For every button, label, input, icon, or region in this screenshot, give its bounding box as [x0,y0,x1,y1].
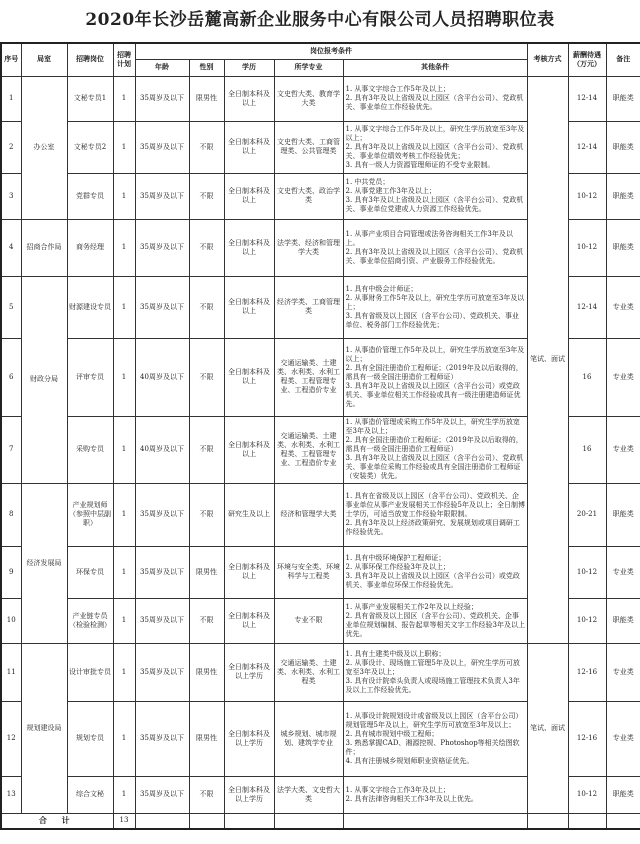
gender-cell: 限男性 [189,76,224,121]
position-cell: 文秘专员1 [67,76,113,121]
salary-cell: 12-14 [568,76,606,121]
seq-cell: 9 [1,546,21,598]
recruitment-table [0,42,640,830]
header-gender: 性别 [189,59,224,76]
major-cell: 交通运输类、土建类、水利类、水利工程类、工程管理专业、工程造价专业 [274,338,343,416]
gender-cell: 不限 [189,776,224,813]
table-body [1,76,640,829]
exam-method-cell: 笔试、面试 [527,643,568,813]
other-conditions-cell: 1. 具有中级环境保护工程师证； 2. 从事环保工作经验3年及以上； 3. 具有3年及以上省级及以上园区（含平台公司）或党政机关、事业单位环保工作经验优先。 [343,546,527,598]
empty-cell [189,813,224,829]
total-label: 合 计 [1,813,113,829]
major-cell: 法学类、经济和管理学大类 [274,219,343,276]
note-cell: 专业类 [606,416,640,483]
seq-cell: 12 [1,701,21,776]
age-cell: 35周岁及以下 [135,776,189,813]
gender-cell: 不限 [189,483,224,546]
major-cell: 文史哲大类、工商管理类、公共管理类 [274,121,343,173]
age-cell: 40周岁及以下 [135,416,189,483]
position-cell: 评审专员 [67,338,113,416]
table-row [1,76,640,121]
major-cell: 文史哲大类、政治学类 [274,173,343,219]
position-cell: 环保专员 [67,546,113,598]
other-conditions-cell: 1. 中共党员； 2. 从事党建工作3年及以上； 3. 具有3年及以上省级及以上园区（含平台公司）、党政机关、事业单位党建或人力资源工作经验优先。 [343,173,527,219]
department-cell: 财政分局 [21,276,67,483]
note-cell: 职能类 [606,76,640,121]
position-cell: 党群专员 [67,173,113,219]
age-cell: 40周岁及以下 [135,338,189,416]
other-conditions-cell: 1. 具有在省级及以上园区（含平台公司）、党政机关、企事业单位从事产业发展相关工作经验5年及以上；全日制博士学历，可适当放宽工作经验年限限制。 2. 具有3年及以上经济政策研究、发展规划或项目调研工作经验优先。 [343,483,527,546]
age-cell: 35周岁及以下 [135,121,189,173]
other-conditions-cell: 1. 从事设计院规划设计或省级及以上园区（含平台公司）规划管理5年及以上，研究生学历可放宽至3年及以上； 2. 具有城市规划中级工程师； 3. 熟悉掌握CAD、湘源控规、Photoshop等相关绘图软件； 4. 具有注册城乡规划师职业资格证优先。 [343,701,527,776]
seq-cell: 13 [1,776,21,813]
empty-cell [343,813,527,829]
position-cell: 设计审批专员 [67,643,113,701]
age-cell: 35周岁及以下 [135,483,189,546]
education-cell: 全日制本科及以上 [224,546,274,598]
empty-cell [135,813,189,829]
major-cell: 交通运输类、土建类、水利类、水利工程类、工程管理专业、工程造价专业 [274,416,343,483]
header-row [1,43,640,59]
empty-cell [224,813,274,829]
plan-cell: 1 [113,173,135,219]
note-cell: 职能类 [606,121,640,173]
gender-cell: 限男性 [189,701,224,776]
position-cell: 商务经理 [67,219,113,276]
total-row [1,813,640,829]
age-cell: 35周岁及以下 [135,701,189,776]
other-conditions-cell: 1. 具有中级会计师证； 2. 从事财务工作5年及以上，研究生学历可放宽至3年及以上； 3. 具有省级及以上园区（含平台公司）、党政机关、事业单位、税务部门工作经验优先； [343,276,527,338]
other-conditions-cell: 1. 从事文字综合工作5年及以上； 2. 具有3年及以上省级及以上园区（含平台公司）、党政机关、事业单位工作经验优先。 [343,76,527,121]
age-cell: 35周岁及以下 [135,546,189,598]
plan-cell: 1 [113,338,135,416]
empty-cell [527,813,568,829]
plan-cell: 1 [113,643,135,701]
age-cell: 35周岁及以下 [135,173,189,219]
education-cell: 全日制本科及以上学历 [224,701,274,776]
header-major: 所学专业 [274,59,343,76]
age-cell: 35周岁及以下 [135,219,189,276]
position-cell: 产业链专员（检验检测） [67,598,113,643]
header-other: 其他条件 [343,59,527,76]
note-cell: 职能类 [606,776,640,813]
education-cell: 研究生及以上 [224,483,274,546]
seq-cell: 3 [1,173,21,219]
note-cell: 专业类 [606,546,640,598]
plan-cell: 1 [113,776,135,813]
seq-cell: 4 [1,219,21,276]
plan-cell: 1 [113,701,135,776]
salary-cell: 20-21 [568,483,606,546]
salary-cell: 10-12 [568,776,606,813]
empty-cell [606,813,640,829]
department-cell: 办公室 [21,76,67,219]
seq-cell: 2 [1,121,21,173]
gender-cell: 不限 [189,219,224,276]
position-cell: 财源建设专员 [67,276,113,338]
exam-method-cell: 笔试、面试 [527,76,568,643]
major-cell: 经济学类、工商管理类 [274,276,343,338]
seq-cell: 5 [1,276,21,338]
age-cell: 35周岁及以下 [135,598,189,643]
other-conditions-cell: 1. 从事产业项目合同管理或法务咨询相关工作3年及以上。 2. 具有3年及以上省级及以上园区（含平台公司）、党政机关、事业单位招商引资、产业服务工作经验优先。 [343,219,527,276]
empty-cell [568,813,606,829]
header-dept: 局室 [21,43,67,76]
education-cell: 全日制本科及以上 [224,173,274,219]
header-education: 学历 [224,59,274,76]
gender-cell: 不限 [189,416,224,483]
plan-cell: 1 [113,276,135,338]
note-cell: 专业类 [606,643,640,701]
plan-cell: 1 [113,219,135,276]
position-cell: 文秘专员2 [67,121,113,173]
note-cell: 专业类 [606,338,640,416]
department-cell: 经济发展局 [21,483,67,643]
plan-cell: 1 [113,76,135,121]
position-cell: 综合文秘 [67,776,113,813]
total-plan: 13 [113,813,135,829]
seq-cell: 8 [1,483,21,546]
plan-cell: 1 [113,416,135,483]
gender-cell: 不限 [189,338,224,416]
major-cell: 城乡规划、城市规划、建筑学专业 [274,701,343,776]
salary-cell: 12-14 [568,276,606,338]
gender-cell: 不限 [189,121,224,173]
other-conditions-cell: 1. 从事造价管理工作5年及以上，研究生学历放宽至3年及以上； 2. 具有全国注册造价工程师证；（2019年及以后取得的，需具有一级全国注册造价工程师证） 3. 具有3年及以上省级及以上园区（含平台公司）或党政机关、事业单位相关工作经验或具有一级注册建造师证优先。 [343,338,527,416]
education-cell: 全日制本科及以上学历 [224,776,274,813]
major-cell: 环境与安全类、环境科学与工程类 [274,546,343,598]
salary-cell: 12-14 [568,121,606,173]
salary-cell: 10-12 [568,219,606,276]
major-cell: 文史哲大类、教育学大类 [274,76,343,121]
header-seq: 序号 [1,43,21,76]
gender-cell: 不限 [189,173,224,219]
page-title: 2020年长沙岳麓高新企业服务中心有限公司人员招聘职位表 [85,10,555,30]
other-conditions-cell: 1. 从事文字综合工作5年及以上，研究生学历放宽至3年及以上； 2. 具有3年及以上省级及以上园区（含平台公司）、党政机关、事业单位绩效考核工作经验优先； 3. 具有一级人力资源管理师证的不受专业限制。 [343,121,527,173]
major-cell: 专业不限 [274,598,343,643]
education-cell: 全日制本科及以上 [224,598,274,643]
gender-cell: 不限 [189,598,224,643]
education-cell: 全日制本科及以上 [224,338,274,416]
education-cell: 全日制本科及以上 [224,416,274,483]
salary-cell: 10-12 [568,546,606,598]
seq-cell: 7 [1,416,21,483]
note-cell: 专业类 [606,276,640,338]
gender-cell: 不限 [189,276,224,338]
note-cell: 职能类 [606,219,640,276]
note-cell: 职能类 [606,483,640,546]
other-conditions-cell: 1. 具有土建类中级及以上职称； 2. 从事设计、现场施工管理5年及以上，研究生学历可放宽至3年及以上； 3. 具有设计院牵头负责人或现场施工管理技术负责人3年及以上工作经验优先。 [343,643,527,701]
education-cell: 全日制本科及以上学历 [224,643,274,701]
header-exam: 考核方式 [527,43,568,76]
salary-cell: 16 [568,338,606,416]
header-conditions: 岗位报考条件 [135,43,527,59]
position-cell: 采购专员 [67,416,113,483]
salary-cell: 10-12 [568,598,606,643]
salary-cell: 12-16 [568,701,606,776]
department-cell: 规划建设局 [21,643,67,813]
gender-cell: 限男性 [189,546,224,598]
education-cell: 全日制本科及以上 [224,276,274,338]
seq-cell: 1 [1,76,21,121]
salary-cell: 16 [568,416,606,483]
header-age: 年龄 [135,59,189,76]
plan-cell: 1 [113,121,135,173]
department-cell: 招商合作局 [21,219,67,276]
age-cell: 35周岁及以下 [135,76,189,121]
seq-cell: 10 [1,598,21,643]
plan-cell: 1 [113,483,135,546]
seq-cell: 11 [1,643,21,701]
major-cell: 交通运输类、土建类、水利类、水利工程类 [274,643,343,701]
other-conditions-cell: 1. 从事产业发展相关工作2年及以上经验； 2. 具有省级及以上园区（含平台公司）、党政机关、企事业单位规划编制、报告起草等相关文字工作经验3年及以上优先。 [343,598,527,643]
salary-cell: 12-16 [568,643,606,701]
salary-cell: 10-12 [568,173,606,219]
gender-cell: 限男性 [189,643,224,701]
position-cell: 规划专员 [67,701,113,776]
age-cell: 35周岁及以下 [135,276,189,338]
header-position: 招聘岗位 [67,43,113,76]
plan-cell: 1 [113,598,135,643]
position-cell: 产业规划师（参照中层副职） [67,483,113,546]
education-cell: 全日制本科及以上 [224,121,274,173]
note-cell: 专业类 [606,701,640,776]
header-plan: 招聘计划 [113,43,135,76]
other-conditions-cell: 1. 从事文字综合工作3年及以上； 2. 具有法律咨询相关工作3年及以上优先。 [343,776,527,813]
note-cell: 职能类 [606,173,640,219]
header-salary: 薪酬待遇（万元） [568,43,606,76]
table-row [1,643,640,701]
major-cell: 经济和管理学大类 [274,483,343,546]
header-note: 备注 [606,43,640,76]
education-cell: 全日制本科及以上 [224,76,274,121]
note-cell: 职能类 [606,598,640,643]
education-cell: 全日制本科及以上 [224,219,274,276]
plan-cell: 1 [113,546,135,598]
major-cell: 法学大类、文史哲大类 [274,776,343,813]
seq-cell: 6 [1,338,21,416]
empty-cell [274,813,343,829]
age-cell: 35周岁及以下 [135,643,189,701]
other-conditions-cell: 1. 从事造价管理或采购工作5年及以上，研究生学历放宽至3年及以上； 2. 具有全国注册造价工程师证；（2019年及以后取得的，需具有一级全国注册造价工程师证） 3. 具有3年及以上省级及以上园区（含平台公司）、党政机关、事业单位采购工作经验或具有全国注册造价工程师证（安装类）优先。 [343,416,527,483]
